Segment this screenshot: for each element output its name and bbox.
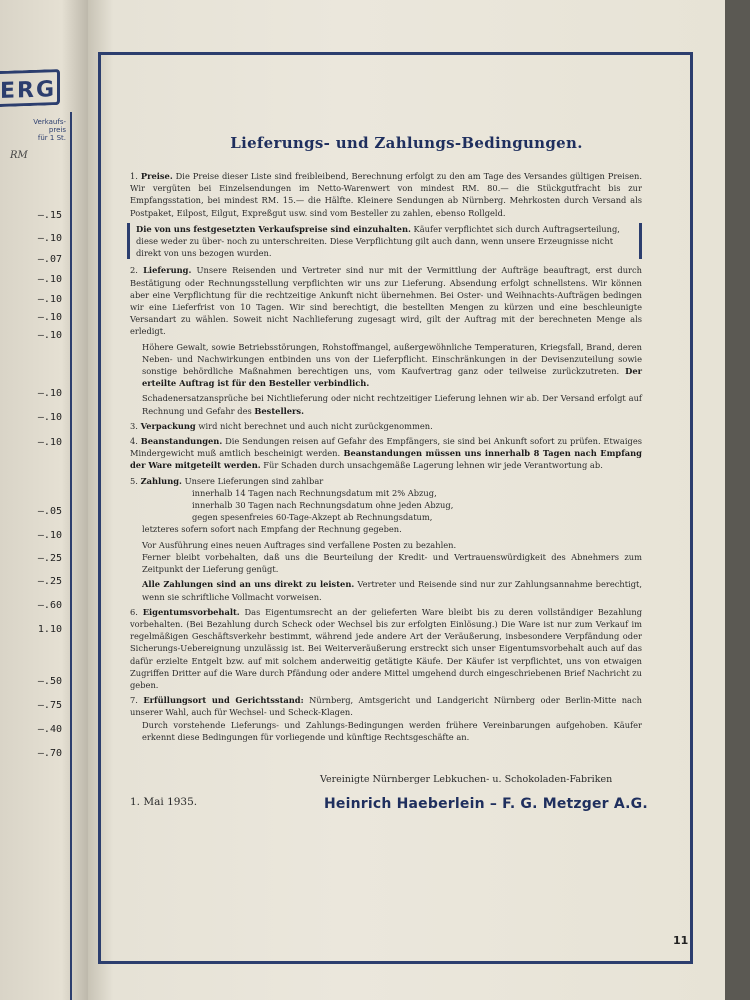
section-number: 7.	[130, 695, 138, 706]
closing-statement: Durch vorstehende Lieferungs- und Zahlungs-Bedingungen werden frühere Vereinbarungen aufgehoben. Käufer erkennt diese Bedingungen für vorliegende und künftige Rechtsgeschäfte an.	[142, 719, 642, 742]
price-value: —.10	[37, 330, 62, 341]
terms-body	[130, 170, 642, 746]
price-value: —.25	[37, 576, 62, 587]
price-value: —.60	[37, 600, 62, 611]
section-text: Nürnberg, Amtsgericht und Landgericht Nürnberg oder Berlin-Mitte nach unserer Wahl, auch für Wechsel- und Scheck-Klagen.	[130, 695, 642, 718]
price-value: —.50	[37, 676, 62, 687]
price-value: —.10	[37, 437, 62, 448]
price-value: —.70	[37, 748, 62, 759]
payment-credit: Ferner bleibt vorbehalten, daß uns die Beurteilung der Kredit- und Vertrauenswürdigkeit des Abnehmers zum Zeitpunkt der Lieferung genügt.	[142, 551, 642, 575]
price-value: —.40	[37, 724, 62, 735]
section-number: 6.	[130, 606, 138, 617]
price-value: 1.10	[37, 624, 62, 635]
section-packaging	[130, 420, 642, 432]
section-text: Für Schaden durch unsachgemäße Lagerung lehnen wir jede Verantwortung ab.	[263, 460, 603, 471]
section-heading: Lieferung.	[143, 265, 192, 276]
document-page	[88, 0, 725, 1000]
damages-paragraph	[130, 392, 642, 416]
left-page-edge	[0, 0, 88, 1000]
section-number: 1.	[130, 171, 138, 181]
paragraph-bold: Der erteilte Auftrag ist für den Besteller verbindlich.	[142, 366, 642, 389]
section-text: Unsere Lieferungen sind zahlbar	[184, 475, 324, 486]
price-value: —.10	[37, 388, 62, 399]
section-jurisdiction	[130, 694, 642, 718]
price-value: —.05	[37, 506, 62, 517]
section-text: Unsere Reisenden und Vertreter sind nur mit der Vermittlung der Aufträge beauftragt, erst durch Bestätigung oder Rechnungsstellung verpflichten wir uns zur Lieferung. Absendung erfolgt schnellstens. Wir können aber eine Verpflichtung für die rechtzeitige Ankunft nicht übernehmen. Bei Oster- und Weihnachts-Aufträgen bedingen wir eine Lieferfrist von 10 Tagen. Wir sind berechtigt, die bestellten Mengen zu kürzen und eine beschleunigte Versandart zu wählen. Soweit nicht Nachlieferung zugesagt wird, gilt der Auftrag mit der berechneten Menge als erledigt.	[130, 265, 642, 337]
fixed-price-notice-inner	[127, 223, 633, 260]
payment-direct	[130, 578, 642, 602]
price-value: —.10	[37, 233, 62, 244]
notice-text: Käufer verpflichtet sich durch Auftragserteilung, diese weder zu über- noch zu unterschreiten. Diese Verpflichtung gilt auch dann, wenn unsere Erzeugnisse nicht direkt von uns bezogen wurden.	[136, 223, 620, 259]
section-text: Die Sendungen reisen auf Gefahr des Empfängers, sie sind bei Ankunft sofort zu prüfen. Etwaiges Mindergewicht muß amtlich bescheinigt werden.	[130, 436, 642, 459]
section-heading: Eigentumsvorbehalt.	[142, 606, 240, 617]
paragraph-text: Schadenersatzansprüche bei Nichtlieferung oder nicht rechtzeitiger Lieferung lehnen wir ab. Der Versand erfolgt auf Rechnung und Gefahr des	[142, 393, 642, 416]
payment-overdue: Vor Ausführung eines neuen Auftrages sind verfallene Posten zu bezahlen.	[142, 539, 457, 550]
section-retention	[130, 606, 642, 691]
price-value: —.07	[37, 254, 62, 265]
paragraph-bold: Alle Zahlungen sind an uns direkt zu leisten.	[142, 579, 355, 590]
payment-note: letzteres sofern sofort nach Empfang der Rechnung gegeben.	[142, 524, 402, 535]
paragraph-text: Vertreter und Reisende sind nur zur Zahlungsannahme berechtigt, wenn sie schriftliche Vollmacht vorweisen.	[142, 579, 642, 602]
background-surface	[725, 0, 750, 1000]
section-heading: Beanstandungen.	[140, 436, 223, 447]
paragraph-text: Höhere Gewalt, sowie Betriebsstörungen, Rohstoffmangel, außergewöhnliche Temperaturen, Kriegsfall, Brand, deren Neben- und Nachwirkungen entbinden uns von der Lieferpflicht. Einschränkungen in der Devisenzuteilung sowie sonstige behördliche Maßnahmen berechtigen uns, vom Kaufvertrag ganz oder teilweise zurückzutreten.	[142, 341, 642, 377]
paragraph-bold: Bestellers.	[254, 405, 304, 416]
section-bold: Beanstandungen müssen uns innerhalb 8 Tagen nach Empfang der Ware mitgeteilt werden.	[130, 448, 642, 471]
left-page-column-header	[0, 118, 66, 142]
left-page-title: ERG	[0, 69, 60, 107]
payment-term: innerhalb 14 Tagen nach Rechnungsdatum mit 2% Abzug,	[192, 487, 437, 498]
section-heading: Zahlung.	[140, 475, 182, 486]
section-number: 2.	[130, 265, 138, 276]
fixed-price-notice	[121, 223, 642, 260]
section-payment	[130, 475, 642, 487]
section-number: 4.	[130, 436, 138, 447]
price-value: —.10	[37, 312, 62, 323]
section-number: 5.	[130, 475, 138, 486]
payment-term: gegen spesenfreies 60-Tage-Akzept ab Rechnungsdatum,	[192, 512, 433, 523]
force-majeure-paragraph	[130, 341, 642, 390]
section-heading: Preise.	[140, 171, 173, 181]
company-name: Heinrich Haeberlein – F. G. Metzger A.G.	[324, 796, 648, 812]
document-date: 1. Mai 1935.	[130, 796, 198, 808]
document-title: Lieferungs- und Zahlungs-Bedingungen.	[230, 134, 583, 152]
notice-heading: Die von uns festgesetzten Verkaufspreise sind einzuhalten.	[136, 223, 411, 234]
column-header-line: für 1 St.	[37, 134, 66, 142]
price-value: —.10	[37, 412, 62, 423]
section-text: wird nicht berechnet und auch nicht zurückgenommen.	[198, 420, 433, 431]
section-number: 3.	[130, 420, 138, 431]
section-delivery	[130, 264, 642, 337]
page-number: 11	[673, 934, 689, 947]
section-heading: Erfüllungsort und Gerichtsstand:	[143, 695, 304, 706]
section-prices	[130, 170, 642, 219]
company-subtitle: Vereinigte Nürnberger Lebkuchen- u. Schokoladen-Fabriken	[320, 774, 613, 785]
section-complaints	[130, 435, 642, 472]
payment-term: innerhalb 30 Tagen nach Rechnungsdatum ohne jeden Abzug,	[192, 500, 454, 511]
price-value: —.25	[37, 553, 62, 564]
left-page-unit: RM	[10, 150, 28, 161]
price-value: —.15	[37, 210, 62, 221]
price-value: —.10	[37, 294, 62, 305]
price-value: —.10	[37, 274, 62, 285]
section-text: Die Preise dieser Liste sind freibleibend, Berechnung erfolgt zu den am Tage des Versandes gültigen Preisen. Wir vergüten bei Einzelsendungen im Netto-Warenwert von mindest RM. 80.— die Stückgutfracht bis zur Empfangsstation, bei mindest RM. 15.— die Hälfte. Kleinere Sendungen ab Nürnberg. Mehrkosten durch Versand als Postpaket, Eilpost, Eilgut, Expreßgut usw. sind vom Besteller zu zahlen, ebenso Rollgeld.	[130, 171, 643, 218]
column-header-line: Verkaufs-	[33, 118, 66, 126]
section-heading: Verpackung	[140, 420, 196, 431]
price-value: —.75	[37, 700, 62, 711]
price-value: —.10	[37, 530, 62, 541]
column-header-line: preis	[48, 126, 66, 134]
section-text: Das Eigentumsrecht an der gelieferten Ware bleibt bis zu deren vollständiger Bezahlung vorbehalten. (Bei Bezahlung durch Scheck oder Wechsel bis zur erfolgten Einlösung.) Die Ware ist nur zum Verkauf im regelmäßigen Geschäftsverkehr bestimmt, während jede andere Art der Veräußerung, insbesondere Verpfändung oder Sicherungs-Uebereignung unzulässig ist. Bei Weiterveräußerung erstreckt sich unser Eigentumsvorbehalt auch auf das dafür erzielte Entgelt bzw. auf mit solchem anderweitig getätigte Käufe. Der Käufer ist verpflichtet, uns von etwaigen Zugriffen Dritter auf die Ware durch Pfändung oder andere Mittel umgehend durch eingeschriebenen Brief Nachricht zu geben.	[130, 606, 643, 690]
